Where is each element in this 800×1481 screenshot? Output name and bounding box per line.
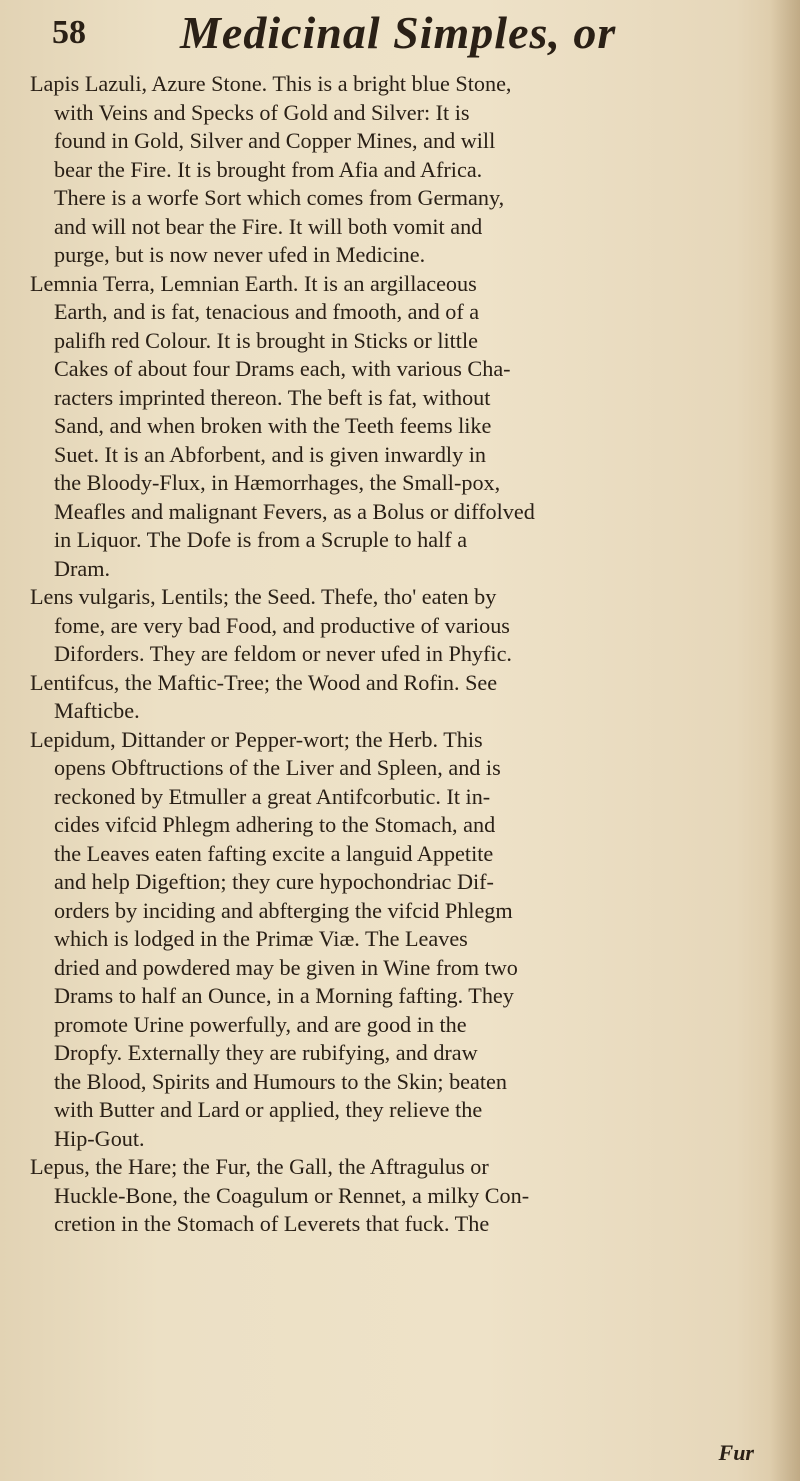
text-line: the Leaves eaten fafting excite a languid Appetite	[54, 840, 494, 866]
text-line: Huckle-Bone, the Coagulum or Rennet, a milky Con-	[54, 1182, 530, 1208]
text-line: found in Gold, Silver and Copper Mines, and will	[54, 128, 496, 153]
text-line: cides vifcid Phlegm adhering to the Stomach, and	[54, 812, 496, 837]
text-line: cretion in the Stomach of Leverets that fuck. The	[54, 1211, 490, 1236]
text-line: orders by inciding and abfterging the vifcid Phlegm	[54, 897, 513, 923]
page-header	[40, 6, 760, 66]
text-line: Diforders. They are feldom or never ufed in Phyfic.	[54, 641, 512, 666]
text-line: with Veins and Specks of Gold and Silver: It is	[54, 99, 470, 125]
text-line: Dram.	[54, 555, 111, 581]
text-line: in Liquor. The Dofe is from a Scruple to half a	[54, 527, 468, 552]
text-line: Mafticbe.	[54, 698, 140, 723]
text-line: Hip-Gout.	[54, 1125, 145, 1151]
text-line: Meafles and malignant Fevers, as a Bolus or diffolved	[54, 498, 535, 524]
running-title: Medicinal Simples, or	[180, 7, 617, 58]
text-line: the Blood, Spirits and Humours to the Skin; beaten	[54, 1068, 507, 1094]
text-line: purge, but is now never ufed in Medicine.	[54, 242, 426, 267]
text-line: which is lodged in the Primæ Viæ. The Leaves	[54, 926, 468, 951]
text-line: Lentifcus, the Maftic-Tree; the Wood and Rofin. See	[30, 669, 498, 695]
text-line: bear the Fire. It is brought from Afia and Africa.	[54, 156, 483, 182]
text-line: Lepus, the Hare; the Fur, the Gall, the Aftragulus or	[30, 1154, 489, 1179]
body-text	[30, 70, 750, 1239]
text-line: Lapis Lazuli, Azure Stone. This is a bright blue Stone,	[30, 71, 512, 96]
text-line: Drams to half an Ounce, in a Morning fafting. They	[54, 983, 514, 1008]
text-line: reckoned by Etmuller a great Antifcorbutic. It in-	[54, 783, 491, 809]
page-edge-shadow	[770, 0, 800, 1481]
text-line: the Bloody-Flux, in Hæmorrhages, the Small-pox,	[54, 470, 501, 495]
text-line: Lepidum, Dittander or Pepper-wort; the Herb. This	[30, 726, 483, 752]
text-line: and help Digeftion; they cure hypochondriac Dif-	[54, 869, 494, 894]
text-line: Lemnia Terra, Lemnian Earth. It is an argillaceous	[30, 270, 477, 296]
page-number: 58	[52, 14, 86, 51]
text-line: palifh red Colour. It is brought in Sticks or little	[54, 327, 478, 353]
text-line: There is a worfe Sort which comes from Germany,	[54, 185, 505, 210]
text-line: and will not bear the Fire. It will both vomit and	[54, 213, 483, 239]
catchword: Fur	[718, 1440, 754, 1465]
text-line: Dropfy. Externally they are rubifying, and draw	[54, 1040, 478, 1065]
text-line: Sand, and when broken with the Teeth feems like	[54, 413, 492, 438]
text-line: opens Obftructions of the Liver and Spleen, and is	[54, 755, 501, 780]
text-line: Suet. It is an Abforbent, and is given inwardly in	[54, 441, 486, 467]
text-line: with Butter and Lard or applied, they relieve the	[54, 1097, 483, 1122]
text-line: Lens vulgaris, Lentils; the Seed. Thefe, tho' eaten by	[30, 584, 497, 609]
text-line: racters imprinted thereon. The beft is fat, without	[54, 384, 491, 410]
text-line: Earth, and is fat, tenacious and fmooth, and of a	[54, 299, 480, 324]
text-line: promote Urine powerfully, and are good in the	[54, 1011, 467, 1037]
text-line: Cakes of about four Drams each, with various Cha-	[54, 356, 511, 381]
text-line: fome, are very bad Food, and productive of various	[54, 612, 510, 638]
text-line: dried and powdered may be given in Wine from two	[54, 954, 518, 980]
